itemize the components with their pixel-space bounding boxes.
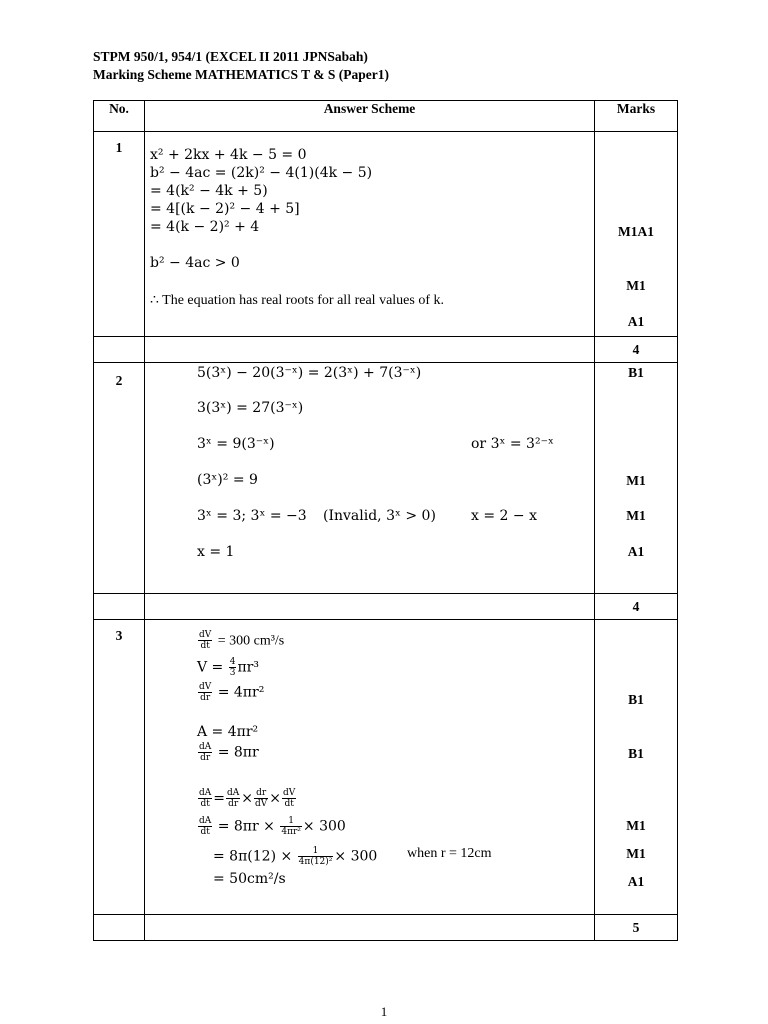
answer-line: $\frac{dA}{dr}$ = 8πr xyxy=(199,742,259,763)
answer-line: $\frac{dV}{dt}$ = 300 cm³/s xyxy=(199,630,285,651)
mark: M1 xyxy=(626,278,646,293)
question-3-row xyxy=(94,620,678,915)
fraction: $\frac{4}{3}$ xyxy=(229,657,236,678)
answer-line: 3ˣ = 3; 3ˣ = −3 xyxy=(197,508,307,524)
mark: M1 xyxy=(626,818,646,833)
page-number: 1 xyxy=(380,1004,388,1019)
mark: M1 xyxy=(626,508,646,523)
fraction: $\frac{dA}{dr}$ xyxy=(199,742,212,763)
document-subtitle: Marking Scheme MATHEMATICS T & S (Paper1) xyxy=(93,67,389,82)
question-number: 2 xyxy=(94,363,145,594)
answer-line: = 4[(k − 2)² − 4 + 5] xyxy=(150,201,300,217)
marks-cell xyxy=(595,132,678,337)
mark: A1 xyxy=(627,314,645,329)
answer-cell xyxy=(145,363,595,594)
mark: B1 xyxy=(628,746,644,761)
answer-line: 3(3ˣ) = 27(3⁻ˣ) xyxy=(197,400,304,416)
mark: M1 xyxy=(626,473,646,488)
question-1-row xyxy=(94,132,678,337)
alternative-line: x = 2 − x xyxy=(471,508,537,524)
table-header-row xyxy=(94,101,678,132)
marks-cell xyxy=(595,620,678,915)
answer-cell xyxy=(145,620,595,915)
conclusion-line: ∴ The equation has real roots for all real values of k. xyxy=(150,293,444,308)
answer-line: $\frac{dV}{dr}$ = 4πr² xyxy=(199,682,265,703)
answer-line: A = 4πr² xyxy=(197,724,259,740)
result-line: = 50cm²/s xyxy=(213,871,286,887)
substitution-line: = 8π(12) × $\frac{1}{\text{4π(12)²}}$ × 300 xyxy=(213,846,378,867)
fraction: $\frac{dV}{dt}$ xyxy=(199,630,212,651)
answer-line: b² − 4ac > 0 xyxy=(150,255,240,271)
fraction: $\frac{dV}{dr}$ xyxy=(199,682,212,703)
header-no: No. xyxy=(94,101,145,132)
condition-note: when r = 12cm xyxy=(407,846,492,861)
total-marks: 5 xyxy=(595,915,678,941)
question-1-total-row xyxy=(94,337,678,363)
question-2-total-row xyxy=(94,594,678,620)
mark: B1 xyxy=(628,365,644,380)
marks-cell xyxy=(595,363,678,594)
mark: A1 xyxy=(627,544,645,559)
answer-line: $\frac{dA}{dt}$ = 8πr × $\frac{1}{\text{4πr²}}$ × 300 xyxy=(199,816,346,837)
answer-line: = 4(k − 2)² + 4 xyxy=(150,219,260,235)
mark: A1 xyxy=(627,874,645,889)
chain-rule-line: $\frac{dA}{dt}$ = $\frac{dA}{dr}$ × $\frac{dr}{dV}$ × $\frac{dV}{dt}$ xyxy=(199,788,296,809)
question-3-total-row xyxy=(94,915,678,941)
answer-line: = 4(k² − 4k + 5) xyxy=(150,183,268,199)
answer-line: 5(3ˣ) − 20(3⁻ˣ) = 2(3ˣ) + 7(3⁻ˣ) xyxy=(197,365,422,381)
total-marks: 4 xyxy=(595,594,678,620)
answer-line: 3ˣ = 9(3⁻ˣ) xyxy=(197,436,275,452)
mark: M1 xyxy=(626,846,646,861)
header-marks: Marks xyxy=(595,101,678,132)
marking-scheme-table xyxy=(93,100,678,941)
alternative-line: or 3ˣ = 3²⁻ˣ xyxy=(471,436,554,452)
answer-line: V = $\frac{4}{3}$ πr³ xyxy=(197,657,259,678)
header-answer-scheme: Answer Scheme xyxy=(145,101,595,132)
document-title: STPM 950/1, 954/1 (EXCEL II 2011 JPNSabah) xyxy=(93,49,368,64)
mark: M1A1 xyxy=(618,224,654,239)
answer-line: (3ˣ)² = 9 xyxy=(197,472,258,488)
answer-line: x² + 2kx + 4k − 5 = 0 xyxy=(150,147,307,163)
answer-line: b² − 4ac = (2k)² − 4(1)(4k − 5) xyxy=(150,165,373,181)
invalid-note: (Invalid, 3ˣ > 0) xyxy=(323,508,436,524)
question-2-row xyxy=(94,363,678,594)
total-marks: 4 xyxy=(595,337,678,363)
answer-line: x = 1 xyxy=(197,544,235,560)
answer-cell xyxy=(145,132,595,337)
question-number: 3 xyxy=(94,620,145,915)
question-number: 1 xyxy=(94,132,145,337)
mark: B1 xyxy=(628,692,644,707)
